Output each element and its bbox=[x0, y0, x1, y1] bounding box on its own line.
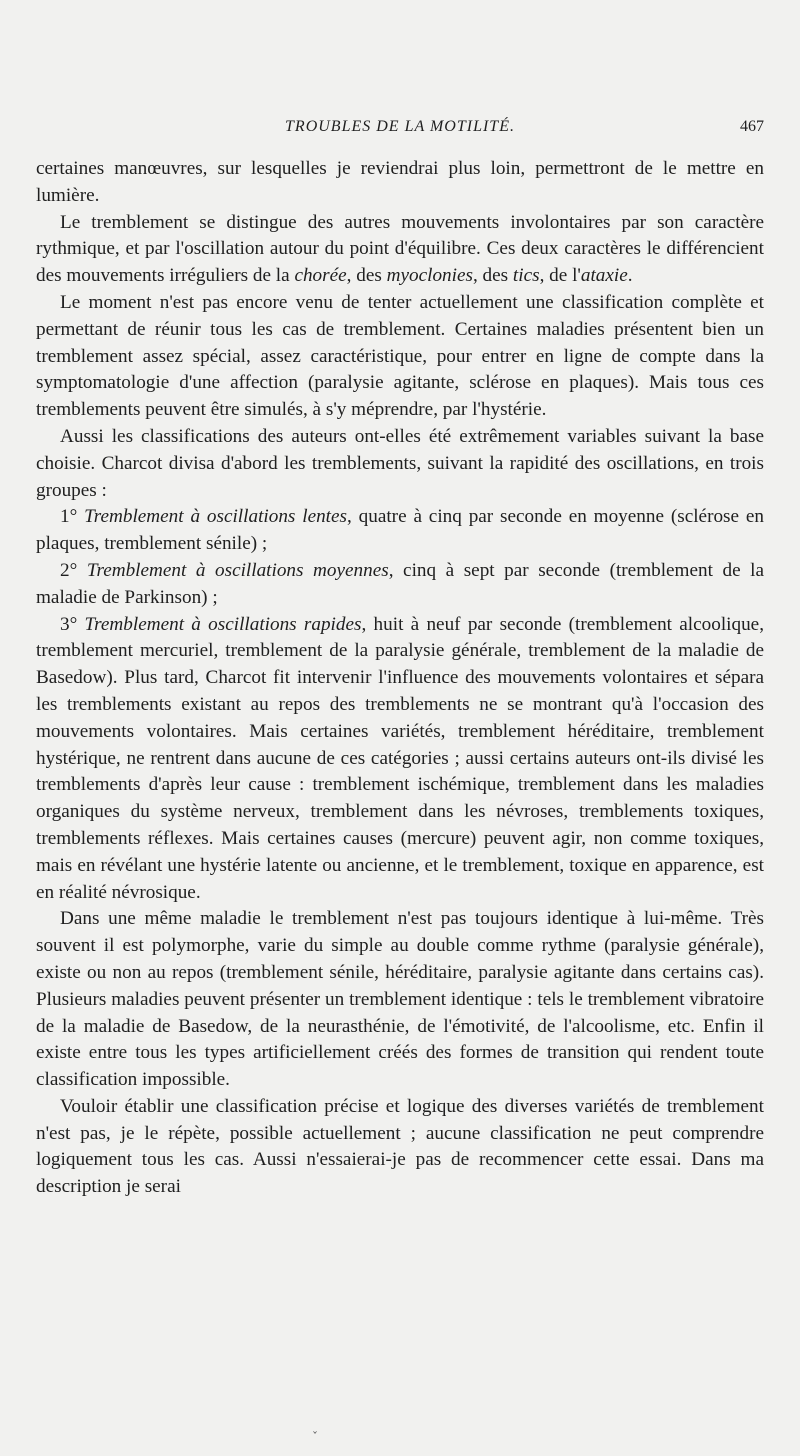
paragraph bbox=[36, 1094, 764, 1201]
paragraph bbox=[36, 558, 764, 612]
paragraph bbox=[36, 210, 764, 290]
paragraph bbox=[36, 156, 764, 210]
running-title: TROUBLES DE LA MOTILITÉ. bbox=[285, 118, 515, 135]
text-run: , de l' bbox=[539, 265, 581, 287]
italic-term: Tremblement à oscillations lentes bbox=[84, 506, 347, 528]
text-run: , des bbox=[346, 265, 387, 287]
page-header bbox=[36, 118, 764, 142]
paragraph bbox=[36, 612, 764, 907]
paragraph bbox=[36, 290, 764, 424]
text-run: , huit à neuf par seconde (tremblement alcoolique, tremblement mercuriel, tremblement de la paralysie générale, tremblement de la maladie de Basedow). Plus tard, Charcot fit intervenir l'influence des mouvements volontaires et sépara les tremblements existant au repos des tremblements ne se montrant qu'à l'occasion des mouvements volontaires. Mais certaines variétés, tremblement héréditaire, tremblement hystérique, ne rentrent dans aucune de ces catégories ; aussi certains auteurs ont-ils divisé les tremblements d'après leur cause : tremblement ischémique, tremblement dans les maladies organiques du système nerveux, tremblement dans les névroses, tremblements toxiques, tremblements réflexes. Mais certaines causes (mercure) peuvent agir, non comme toxiques, mais en révélant une hystérie latente ou ancienne, et le tremblement, toxique en apparence, est en réalité névrosique. bbox=[36, 613, 764, 903]
text-run: , quatre à cinq par seconde en moyenne (sclérose en plaques, tremblement sénile) ; bbox=[36, 506, 764, 555]
text-run: 1° bbox=[60, 506, 85, 528]
paragraph bbox=[36, 906, 764, 1094]
italic-term: Tremblement à oscillations moyennes bbox=[86, 559, 389, 581]
italic-term: tics bbox=[512, 265, 540, 287]
text-run: , cinq à sept par seconde (tremblement de la maladie de Parkinson) ; bbox=[36, 559, 764, 608]
paragraph bbox=[36, 424, 764, 504]
text-run: Le moment n'est pas encore venu de tenter actuellement une classification complète et permettant de réunir tous les cas de tremblement. Certaines maladies présentent bien un tremblement assez spécial, assez caractéristique, pour entrer en ligne de compte dans la symptomatologie d'une affection (paralysie agitante, sclérose en plaques). Mais tous ces tremblements peuvent être simulés, à s'y méprendre, par l'hystérie. bbox=[36, 291, 764, 421]
text-run: Vouloir établir une classification précise et logique des diverses variétés de tremblement n'est pas, je le répète, possible actuellement ; aucune classification ne peut comprendre logiquement tous les cas. Aussi n'essaierai-je pas de recommencer cette essai. Dans ma description je serai bbox=[36, 1095, 764, 1198]
italic-term: myoclonies bbox=[386, 265, 473, 287]
body-text bbox=[36, 156, 764, 1201]
text-run: Le tremblement se distingue des autres mouvements involontaires par son caractère rythmique, et par l'oscillation autour du point d'équilibre. Ces deux caractères le différencient des mouvements irréguliers de la bbox=[36, 211, 764, 287]
text-run: Aussi les classifications des auteurs ont-elles été extrêmement variables suivant la base choisie. Charcot divisa d'abord les tremblements, suivant la rapidité des oscillations, en trois groupes : bbox=[36, 425, 764, 501]
text-run: Dans une même maladie le tremblement n'est pas toujours identique à lui-même. Très souvent il est polymorphe, varie du simple au double comme rythme (paralysie générale), existe ou non au repos (tremblement sénile, héréditaire, paralysie agitante dans certains cas). Plusieurs maladies peuvent présenter un tremblement identique : tels le tremblement vibratoire de la maladie de Basedow, de la neurasthénie, de l'émotivité, de l'alcoolisme, etc. Enfin il existe entre tous les types artificiellement créés des formes de transition qui rendent toute classification impossible. bbox=[36, 908, 764, 1091]
stray-ink-mark: ˇ bbox=[312, 1430, 318, 1444]
italic-term: chorée bbox=[294, 265, 347, 287]
text-run: 2° bbox=[60, 559, 87, 581]
italic-term: Tremblement à oscillations rapides bbox=[84, 613, 362, 635]
text-run: 3° bbox=[60, 613, 85, 635]
italic-term: ataxie bbox=[580, 265, 628, 287]
page-number: 467 bbox=[740, 118, 764, 135]
paragraph bbox=[36, 504, 764, 558]
text-run: , des bbox=[472, 265, 513, 287]
text-run: certaines manœuvres, sur lesquelles je reviendrai plus loin, permettront de le mettre en lumière. bbox=[36, 158, 764, 206]
text-run: . bbox=[627, 265, 633, 287]
